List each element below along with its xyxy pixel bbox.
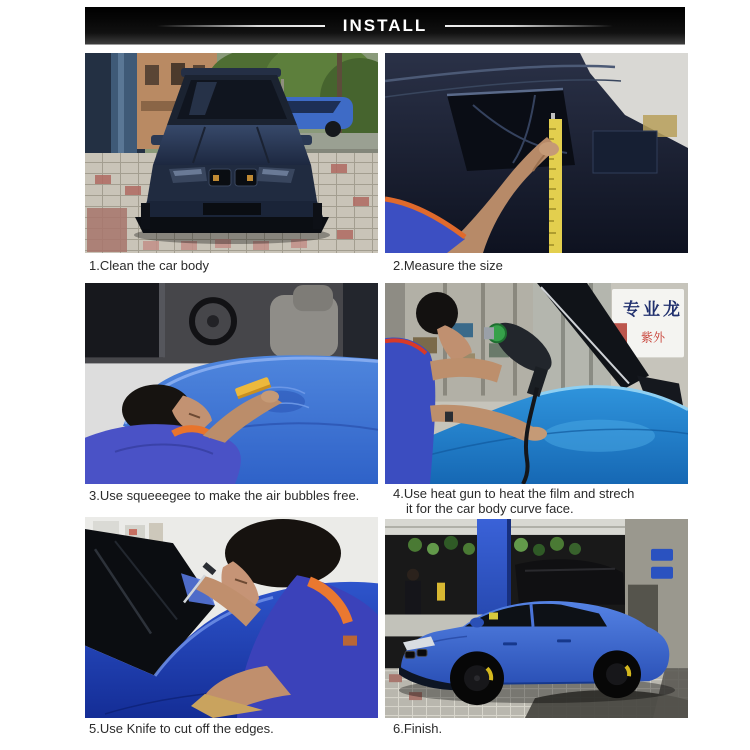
- step-2-panel: [385, 53, 688, 253]
- header-bar: [85, 7, 685, 45]
- caption-step-2: 2.Measure the size: [393, 258, 503, 273]
- caption-step-5: 5.Use Knife to cut off the edges.: [89, 721, 274, 736]
- photo-step-2: [385, 53, 688, 253]
- caption-step-6: 6.Finish.: [393, 721, 443, 736]
- photo-step-1: [85, 53, 378, 253]
- step-1-panel: [85, 53, 378, 253]
- bystander: [407, 569, 419, 581]
- measuring-tape: [549, 113, 562, 253]
- header-right-line: [445, 25, 613, 27]
- photo-step-3: [85, 283, 378, 484]
- photo-step-5: [85, 517, 378, 718]
- header-left-line: [157, 25, 325, 27]
- caption-step-3: 3.Use squeeegee to make the air bubbles free.: [89, 488, 360, 503]
- svg-text:专业龙: 专业龙: [623, 300, 683, 320]
- license-plate-recess: [593, 131, 657, 173]
- rear-wheel: [593, 650, 641, 698]
- step-4-panel: [385, 283, 688, 484]
- caption-step-1: 1.Clean the car body: [89, 258, 209, 273]
- step-3-panel: [85, 283, 378, 484]
- front-wheel: [450, 651, 504, 705]
- step-6-panel: [385, 519, 688, 718]
- step-5-panel: [85, 517, 378, 718]
- header-title: INSTALL: [342, 15, 428, 35]
- windshield-sticker: [489, 613, 498, 620]
- photo-step-4: [385, 283, 688, 484]
- caption-step-4: 4.Use heat gun to heat the film and strech it for the car body curve face.: [393, 486, 635, 516]
- photo-step-6: [385, 519, 688, 718]
- svg-text:紫外: 紫外: [641, 330, 665, 345]
